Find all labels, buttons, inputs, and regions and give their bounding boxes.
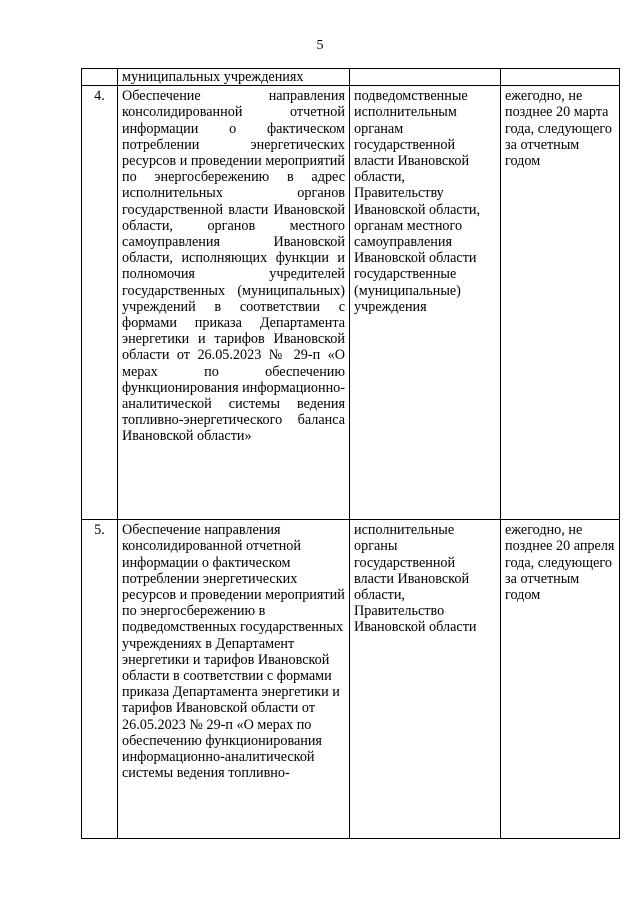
deadline-cell: ежегодно, не позднее 20 апреля года, следующего за отчетным годом xyxy=(501,520,620,839)
measure-text-cell: муниципальных учреждениях xyxy=(118,69,350,86)
responsible-cell: подведомственные исполнительным органам государственной власти Ивановской области, Правительству Ивановской области, органам местного самоуправления Ивановской области государственные (муниципальные) учреждения xyxy=(350,86,501,520)
responsible-cell xyxy=(350,69,501,86)
deadline-cell xyxy=(501,69,620,86)
table-row-continuation xyxy=(82,69,620,86)
row-number-cell: 5. xyxy=(82,520,118,839)
measure-text-cell: Обеспечение направления консолидированной отчетной информации о фактическом потреблении энергетических ресурсов и проведении мероприятий по энергосбережению в адрес исполнительных органов государственной власти Ивановской области, органов местного самоуправления Ивановской области, исполняющих функции и полномочия учредителей государственных (муниципальных) учреждений в соответствии с формами приказа Департамента энергетики и тарифов Ивановской области от 26.05.2023 № 29-п «О мерах по обеспечению функционирования информационно-аналитической системы ведения топливно-энергетического баланса Ивановской области» xyxy=(118,86,350,520)
measures-table xyxy=(81,68,620,839)
table-row xyxy=(82,520,620,839)
deadline-cell: ежегодно, не позднее 20 марта года, следующего за отчетным годом xyxy=(501,86,620,520)
measure-text-cell: Обеспечение направления консолидированной отчетной информации о фактическом потреблении энергетических ресурсов и проведении мероприятий по энергосбережению в подведомственных государственных учреждениях в Департамент энергетики и тарифов Ивановской области в соответствии с формами приказа Департамента энергетики и тарифов Ивановской области от 26.05.2023 № 29-п «О мерах по обеспечению функционирования информационно-аналитической системы ведения топливно- xyxy=(118,520,350,839)
page-number: 5 xyxy=(316,38,324,53)
table-row xyxy=(82,86,620,520)
responsible-cell: исполнительные органы государственной власти Ивановской области, Правительство Ивановской области xyxy=(350,520,501,839)
row-number-cell: 4. xyxy=(82,86,118,520)
row-number-cell xyxy=(82,69,118,86)
